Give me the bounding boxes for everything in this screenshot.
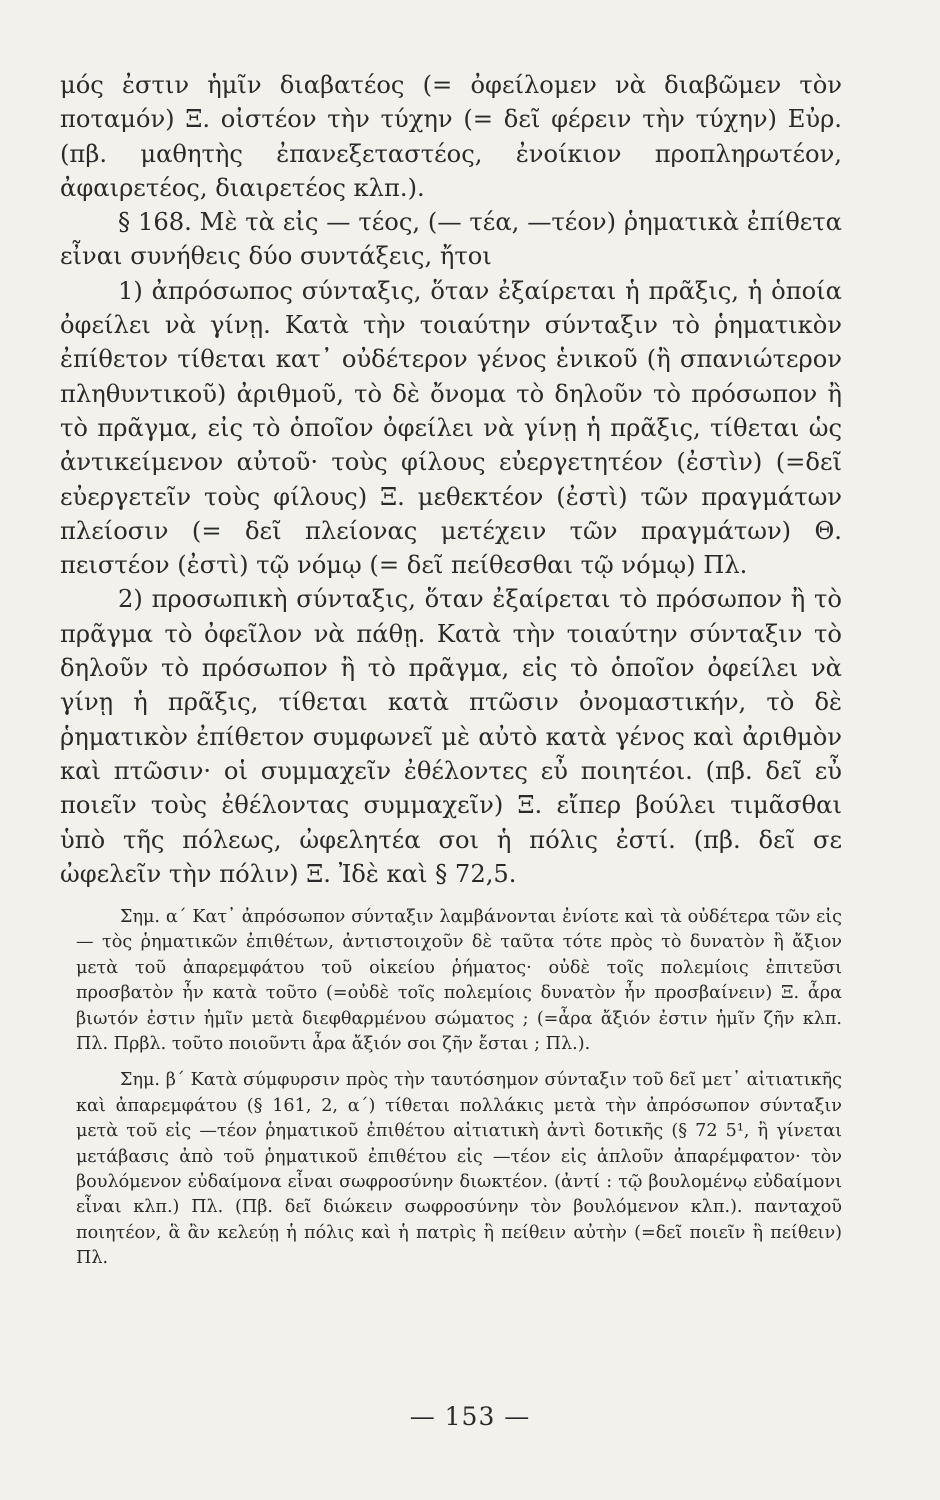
personal-syntax-paragraph: 2) προσωπικὴ σύνταξις, ὅταν ἐξαίρεται τὸ πρόσωπον ἢ τὸ πρᾶγμα τὸ ὀφεῖλον νὰ πάθῃ. Κατὰ τὴν τοιαύτην σύνταξιν τὸ δηλοῦν τὸ πρόσωπον ἢ τὸ πρᾶγμα, εἰς τὸ ὁποῖον ὀφείλει νὰ γίνῃ ἡ πρᾶξις, τίθεται κατὰ πτῶσιν ὀνομαστικήν, τὸ δὲ ῥηματικὸν ἐπίθετον συμφωνεῖ μὲ αὐτὸ κατὰ γένος καὶ ἀριθμὸν καὶ πτῶσιν· οἱ συμμαχεῖν ἐθέλοντες εὖ ποιητέοι. (πβ. δεῖ εὖ ποιεῖν τοὺς ἐθέλοντας συμμαχεῖν) Ξ. εἴπερ βούλει τιμᾶσθαι ὑπὸ τῆς πόλεως, ὠφελητέα σοι ἡ πόλις ἐστί. (πβ. δεῖ σε ὠφελεῖν τὴν πόλιν) Ξ. Ἰδὲ καὶ § 72,5.	[60, 585, 842, 888]
note-beta: Σημ. β΄ Κατὰ σύμφυρσιν πρὸς τὴν ταυτόσημον σύνταξιν τοῦ δεῖ μετ᾽ αἰτιατικῆς καὶ ἀπαρεμφάτου (§ 161, 2, α΄) τίθεται πολλάκις μετὰ τὴν ἀπρόσωπον σύνταξιν μετὰ τοῦ εἰς —τέον ῥηματικοῦ ἐπιθέτου αἰτιατικὴ ἀντὶ δοτικῆς (§ 72 5¹, ἢ γίνεται μετάβασις ἀπὸ τοῦ ῥηματικοῦ ἐπιθέτου εἰς —τέον εἰς ἁπλοῦν ἀπαρέμφατον· τὸν βουλόμενον εὐδαίμονα εἶναι σωφροσύνην διωκτέον. (ἀντί : τῷ βουλομένῳ εὐδαίμονι εἶναι κλπ.) Πλ. (Πβ. δεῖ διώκειν σωφροσύνην τὸν βουλόμενον κλπ.). πανταχοῦ ποιητέον, ἃ ἂν κελεύῃ ἡ πόλις καὶ ἡ πατρὶς ἢ πείθειν αὐτὴν (=δεῖ ποιεῖν ἢ πείθειν) Πλ.	[76, 1070, 842, 1269]
notes-section	[76, 905, 842, 1272]
section-168-heading-paragraph: § 168. Μὲ τὰ εἰς — τέος, (— τέα, —τέον) ῥηματικὰ ἐπίθετα εἶναι συνήθεις δύο συντάξεις, ἤτοι	[60, 208, 842, 271]
impersonal-syntax-paragraph: 1) ἀπρόσωπος σύνταξις, ὅταν ἐξαίρεται ἡ πρᾶξις, ἡ ὁποία ὀφείλει νὰ γίνῃ. Κατὰ τὴν τοιαύτην σύνταξιν τὸ ῥηματικὸν ἐπίθετον τίθεται κατ᾽ οὐδέτερον γένος ἑνικοῦ (ἢ σπανιώτερον πληθυντικοῦ) ἀριθμοῦ, τὸ δὲ ὄνομα τὸ δηλοῦν τὸ πρόσωπον ἢ τὸ πρᾶγμα, εἰς τὸ ὁποῖον ὀφείλει νὰ γίνῃ ἡ πρᾶξις, τίθεται ὡς ἀντικείμενον αὐτοῦ· τοὺς φίλους εὐεργετητέον (ἐστὶν) (=δεῖ εὐεργετεῖν τοὺς φίλους) Ξ. μεθεκτέον (ἐστὶ) τῶν πραγμάτων πλείοσιν (= δεῖ πλείονας μετέχειν τῶν πραγμάτων) Θ. πειστέον (ἐστὶ) τῷ νόμῳ (= δεῖ πείθεσθαι τῷ νόμῳ) Πλ.	[60, 276, 842, 580]
note-alpha: Σημ. α΄ Κατ᾽ ἀπρόσωπον σύνταξιν λαμβάνονται ἐνίοτε καὶ τὰ οὐδέτερα τῶν εἰς — τὸς ῥηματικῶν ἐπιθέτων, ἀντιστοιχοῦν δὲ ταῦτα τότε πρὸς τὸ δυνατὸν ἢ ἄξιον μετὰ τοῦ ἀπαρεμφάτου τοῦ οἰκείου ῥήματος· οὐδὲ τοῖς πολεμίοις ἐπιτεῦσι προσβατὸν ἦν κατὰ τοῦτο (=οὐδὲ τοῖς πολεμίοις δυνατὸν ἦν προσβαίνειν) Ξ. ἆρα βιωτόν ἐστιν ἡμῖν μετὰ διεφθαρμένου σώματος ; (=ἆρα ἄξιόν ἐστιν ἡμῖν ζῆν κλπ. Πλ. Πρβλ. τοῦτο ποιοῦντι ἆρα ἄξιόν σοι ζῆν ἔσται ; Πλ.).	[76, 907, 842, 1055]
paragraph-continuation: μός ἐστιν ἡμῖν διαβατέος (= ὀφείλομεν νὰ διαβῶμεν τὸν ποταμόν) Ξ. οἰστέον τὴν τύχην (= δεῖ φέρειν τὴν τύχην) Εὐρ. (πβ. μαθητὴς ἐπανεξεταστέος, ἐνοίκιον προπληρωτέον, ἀφαιρετέος, διαιρετέος κλπ.).	[60, 71, 842, 202]
main-text	[60, 68, 842, 891]
page-number: — 153 —	[409, 1402, 531, 1431]
